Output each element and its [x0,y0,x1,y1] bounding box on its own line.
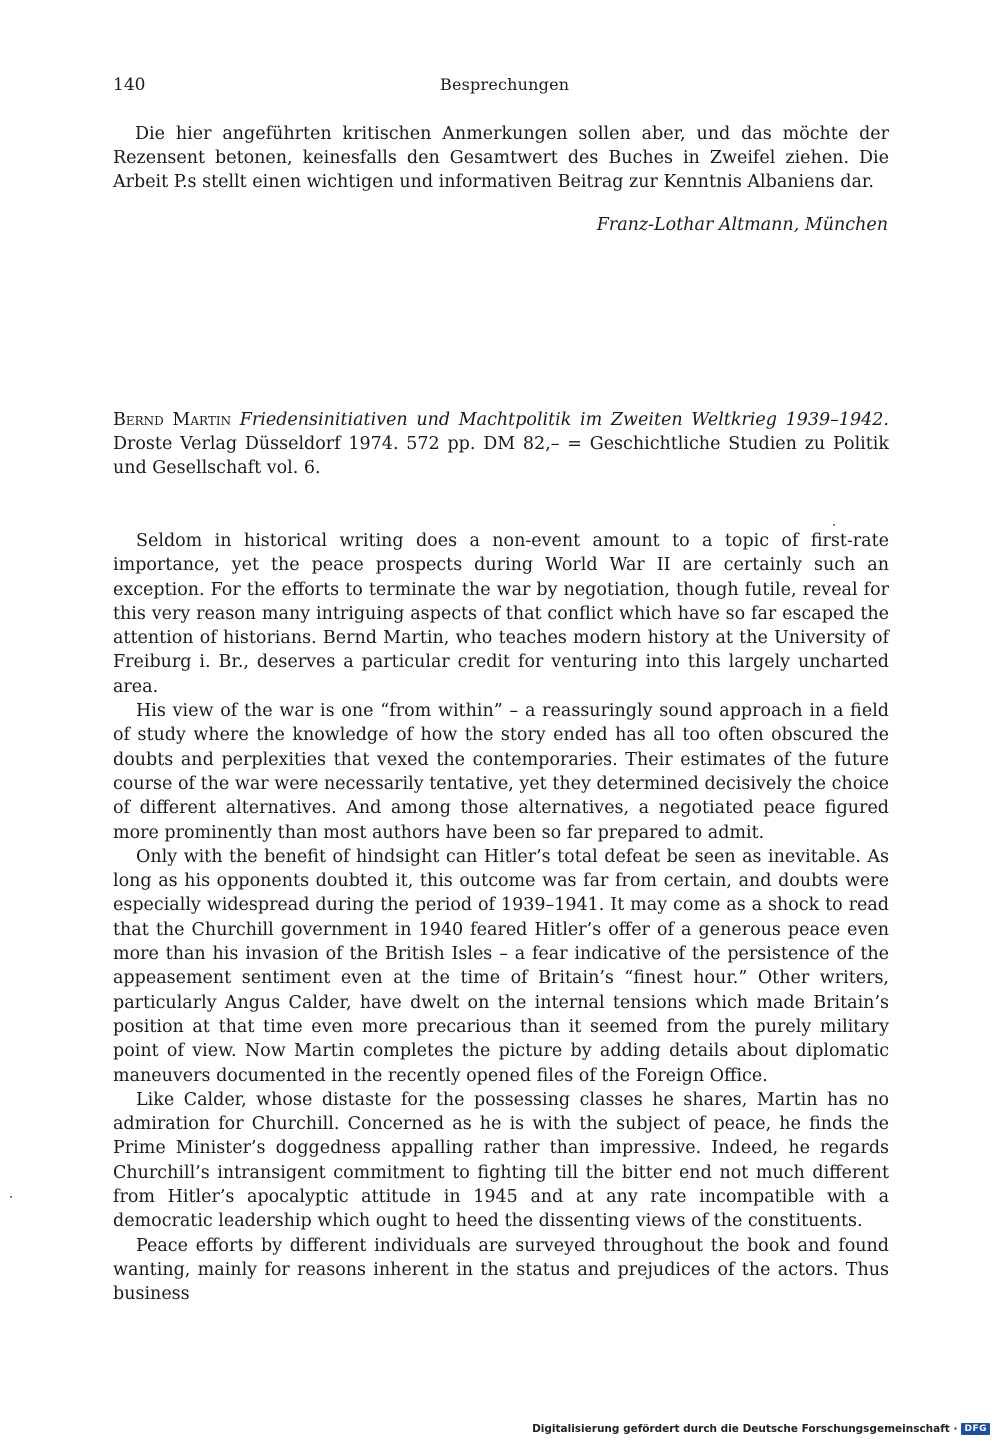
book-citation [113,408,889,480]
reviewer-signature: Franz-Lothar Altmann, München [596,215,888,235]
running-head: Besprechungen [440,75,570,94]
review-paragraph: His view of the war is one “from within” – a reassuringly sound approach in a field of study where the knowledge of how the story ended has all too often obscured the doubts and perplexities that vexed the contemporaries. Their estimates of the future course of the war were necessarily tentative, yet they determined decisively the choice of different alternatives. And among those alternatives, a negotiated peace figured more prominently than most authors have been so far prepared to admit. [113,701,889,843]
previous-review-closing-paragraph: Die hier angeführten kritischen Anmerkungen sollen aber, und das möchte der Rezensent betonen, keinesfalls den Gesamtwert des Buches in Zweifel ziehen. Die Arbeit P.s stellt einen wichtigen und informativen Beitrag zur Kenntnis Albaniens dar. [113,124,889,192]
dfg-logo-icon: DFG [961,1423,990,1435]
digitization-credit: Digitalisierung gefördert durch die Deutsche Forschungsgemeinschaft · [532,1423,958,1435]
review-paragraph: Seldom in historical writing does a non-event amount to a topic of first-rate importance, yet the peace prospects during World War II are certainly such an exception. For the efforts to terminate the war by negotiation, though futile, reveal for this very reason many intriguing aspects of that conflict which have so far escaped the attention of historians. Bernd Martin, who teaches modern history at the University of Freiburg i. Br., deserves a particular credit for venturing into this largely uncharted area. [113,531,889,697]
book-title: Friedensinitiativen und Machtpolitik im Zweiten Weltkrieg 1939–1942. [239,410,889,430]
review-body [113,529,889,1307]
page-number: 140 [113,75,146,95]
digitization-footer [532,1423,990,1435]
review-paragraph: Peace efforts by different individuals are surveyed throughout the book and found wanting, mainly for reasons inherent in the status and prejudices of the actors. Thus business [113,1235,889,1305]
scan-speck [833,524,835,526]
review-paragraph: Only with the benefit of hindsight can Hitler’s total defeat be seen as inevitable. As long as his opponents doubted it, this outcome was far from certain, and doubts were especially widespread during the period of 1939–1941. It may come as a shock to read that the Churchill government in 1940 feared Hitler’s offer of a generous peace even more than his invasion of the British Isles – a fear indicative of the persistence of the appeasement sentiment even at the time of Britain’s “finest hour.” Other writers, particularly Angus Calder, have dwelt on the internal tensions which made Britain’s position at that time even more precarious than it seemed from the purely military point of view. Now Martin completes the picture by adding details about diplomatic maneuvers documented in the recently opened files of the Foreign Office. [113,846,889,1086]
scan-speck [10,1196,12,1198]
publication-details: Droste Verlag Düsseldorf 1974. 572 pp. DM 82,– = Geschichtliche Studien zu Politik und Gesellschaft vol. 6. [113,434,889,478]
review-paragraph: Like Calder, whose distaste for the possessing classes he shares, Martin has no admiration for Churchill. Concerned as he is with the subject of peace, he finds the Prime Minister’s doggedness appalling rather than impressive. Indeed, he regards Churchill’s intransigent commitment to fighting till the bitter end not much different from Hitler’s apocalyptic attitude in 1945 and at any rate incompatible with a democratic leadership which ought to heed the dissenting views of the constituents. [113,1089,889,1232]
book-author: Bernd Martin [113,410,232,430]
